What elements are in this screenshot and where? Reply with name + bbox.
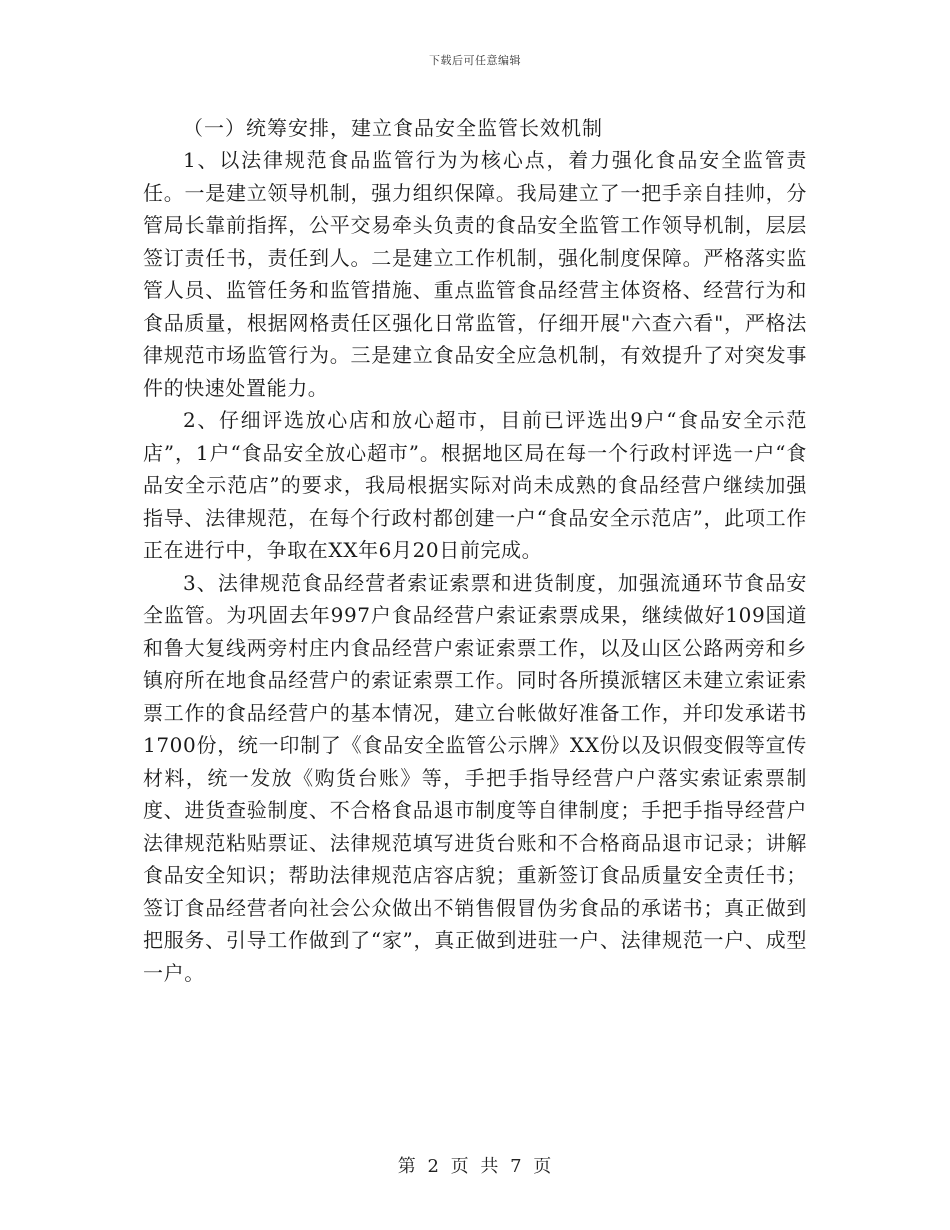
paragraph-2: 2、仔细评选放心店和放心超市，目前已评选出9户“食品安全示范店”，1户“食品安全放心超市”。根据地区局在每一个行政村评选一户“食品安全示范店”的要求，我局根据实际对尚未成熟的食品经营户继续加强指导、法律规范，在每个行政村都创建一户“食品安全示范店”，此项工作正在进行中，争取在XX年6月20日前完成。 (143, 408, 807, 562)
paragraph-3: 3、法律规范食品经营者索证索票和进货制度，加强流通环节食品安全监管。为巩固去年997户食品经营户索证索票成果，继续做好109国道和鲁大复线两旁村庄内食品经营户索证索票工作，以及山区公路两旁和乡镇府所在地食品经营户的索证索票工作。同时各所摸派辖区未建立索证索票工作的食品经营户的基本情况，建立台帐做好准备工作，并印发承诺书1700份，统一印制了《食品安全监管公示牌》XX份以及识假变假等宣传材料，统一发放《购货台账》等，手把手指导经营户户落实索证索票制度、进货查验制度、不合格食品退市制度等自律制度；手把手指导经营户法律规范粘贴票证、法律规范填写进货台账和不合格商品退市记录；讲解食品安全知识；帮助法律规范店容店貌；重新签订食品质量安全责任书；签订食品经营者向社会公众做出不销售假冒伪劣食品的承诺书；真正做到把服务、引导工作做到了“家”，真正做到进驻一户、法律规范一户、成型一户。 (143, 570, 807, 985)
paragraph-1: 1、以法律规范食品监管行为为核心点，着力强化食品安全监管责任。一是建立领导机制，强力组织保障。我局建立了一把手亲自挂帅，分管局长靠前指挥，公平交易牵头负责的食品安全监管工作领导机制，层层签订责任书，责任到人。二是建立工作机制，强化制度保障。严格落实监管人员、监管任务和监管措施、重点监管食品经营主体资格、经营行为和食品质量，根据网格责任区强化日常监管，仔细开展"六查六看"，严格法律规范市场监管行为。三是建立食品安全应急机制，有效提升了对突发事件的快速处置能力。 (143, 148, 807, 400)
document-body (143, 112, 807, 989)
page-number: 第 2 页 共 7 页 (397, 1156, 553, 1177)
page-header-note: 下载后可任意编辑 (429, 54, 521, 67)
section-title: （一）统筹安排，建立食品安全监管长效机制 (183, 116, 603, 140)
